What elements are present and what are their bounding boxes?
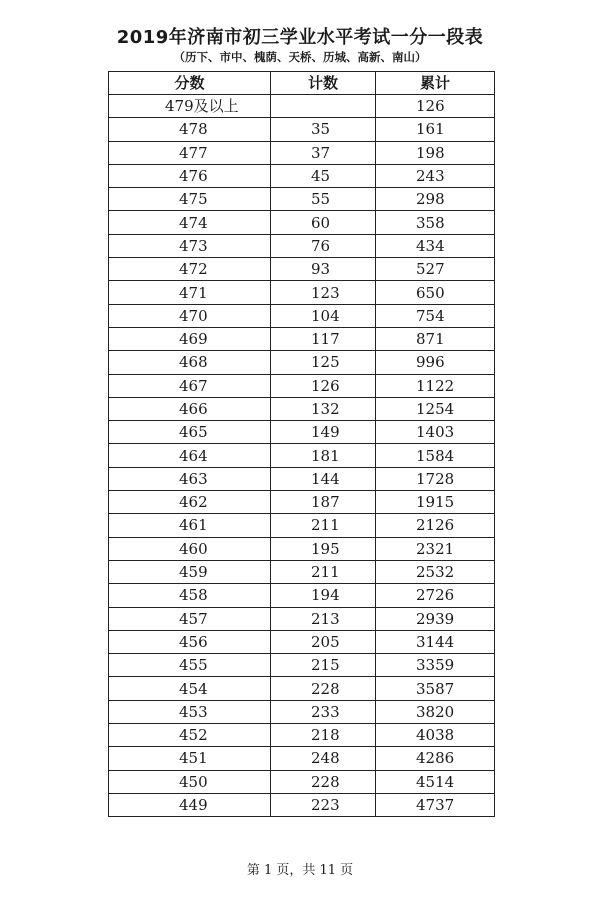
cumulative-cell: 754 xyxy=(376,304,495,327)
count-cell: 213 xyxy=(271,607,376,630)
score-cell: 477 xyxy=(109,141,271,164)
count-cell: 55 xyxy=(271,188,376,211)
table-row xyxy=(109,677,495,700)
count-cell: 187 xyxy=(271,491,376,514)
count-cell: 218 xyxy=(271,724,376,747)
cumulative-cell: 4286 xyxy=(376,747,495,770)
district-subtitle: （历下、市中、槐荫、天桥、历城、高新、南山） xyxy=(173,50,427,64)
cumulative-cell: 3587 xyxy=(376,677,495,700)
score-cell: 464 xyxy=(109,444,271,467)
count-cell: 195 xyxy=(271,537,376,560)
table-row xyxy=(109,188,495,211)
cumulative-cell: 4737 xyxy=(376,793,495,816)
cumulative-cell: 3359 xyxy=(376,654,495,677)
count-cell: 215 xyxy=(271,654,376,677)
cumulative-cell: 1254 xyxy=(376,397,495,420)
count-cell: 45 xyxy=(271,164,376,187)
count-cell: 93 xyxy=(271,258,376,281)
score-distribution-table-wrap xyxy=(108,71,494,817)
score-cell: 469 xyxy=(109,327,271,350)
cumulative-cell: 1584 xyxy=(376,444,495,467)
count-cell: 132 xyxy=(271,397,376,420)
cumulative-cell: 434 xyxy=(376,234,495,257)
table-row xyxy=(109,95,495,118)
table-body xyxy=(109,95,495,817)
score-cell: 474 xyxy=(109,211,271,234)
cumulative-cell: 1403 xyxy=(376,421,495,444)
cumulative-cell: 650 xyxy=(376,281,495,304)
table-row xyxy=(109,747,495,770)
table-row xyxy=(109,444,495,467)
score-cell: 466 xyxy=(109,397,271,420)
table-row xyxy=(109,304,495,327)
table-row xyxy=(109,607,495,630)
table-row xyxy=(109,141,495,164)
count-cell: 125 xyxy=(271,351,376,374)
table-row xyxy=(109,351,495,374)
score-cell: 454 xyxy=(109,677,271,700)
count-cell: 117 xyxy=(271,327,376,350)
count-cell: 104 xyxy=(271,304,376,327)
table-row xyxy=(109,491,495,514)
table-row xyxy=(109,118,495,141)
count-cell: 35 xyxy=(271,118,376,141)
score-cell: 465 xyxy=(109,421,271,444)
count-cell: 123 xyxy=(271,281,376,304)
table-row xyxy=(109,281,495,304)
cumulative-cell: 126 xyxy=(376,95,495,118)
cumulative-cell: 2726 xyxy=(376,584,495,607)
count-cell: 223 xyxy=(271,793,376,816)
count-cell: 211 xyxy=(271,560,376,583)
count-cell xyxy=(271,95,376,118)
table-header-row xyxy=(109,72,495,95)
count-cell: 205 xyxy=(271,630,376,653)
cumulative-cell: 3820 xyxy=(376,700,495,723)
table-row xyxy=(109,327,495,350)
cumulative-cell: 198 xyxy=(376,141,495,164)
score-cell: 460 xyxy=(109,537,271,560)
count-cell: 144 xyxy=(271,467,376,490)
count-cell: 37 xyxy=(271,141,376,164)
score-cell: 467 xyxy=(109,374,271,397)
cumulative-cell: 161 xyxy=(376,118,495,141)
table-row xyxy=(109,211,495,234)
cumulative-cell: 358 xyxy=(376,211,495,234)
count-cell: 126 xyxy=(271,374,376,397)
table-row xyxy=(109,467,495,490)
score-cell: 462 xyxy=(109,491,271,514)
score-cell: 457 xyxy=(109,607,271,630)
cumulative-cell: 2532 xyxy=(376,560,495,583)
score-cell: 473 xyxy=(109,234,271,257)
cumulative-cell: 1728 xyxy=(376,467,495,490)
count-cell: 228 xyxy=(271,770,376,793)
table-row xyxy=(109,234,495,257)
table-row xyxy=(109,630,495,653)
column-header-count: 计数 xyxy=(271,72,376,95)
score-cell: 476 xyxy=(109,164,271,187)
page-title: 2019年济南市初三学业水平考试一分一段表 xyxy=(116,27,484,48)
table-row xyxy=(109,793,495,816)
score-cell: 459 xyxy=(109,560,271,583)
table-row xyxy=(109,258,495,281)
cumulative-cell: 3144 xyxy=(376,630,495,653)
cumulative-cell: 2321 xyxy=(376,537,495,560)
count-cell: 233 xyxy=(271,700,376,723)
cumulative-cell: 527 xyxy=(376,258,495,281)
cumulative-cell: 4038 xyxy=(376,724,495,747)
cumulative-cell: 4514 xyxy=(376,770,495,793)
cumulative-cell: 1915 xyxy=(376,491,495,514)
score-cell: 461 xyxy=(109,514,271,537)
count-cell: 248 xyxy=(271,747,376,770)
table-row xyxy=(109,421,495,444)
score-cell: 463 xyxy=(109,467,271,490)
table-row xyxy=(109,770,495,793)
score-cell: 479及以上 xyxy=(109,95,271,118)
table-row xyxy=(109,700,495,723)
cumulative-cell: 243 xyxy=(376,164,495,187)
count-cell: 60 xyxy=(271,211,376,234)
score-cell: 451 xyxy=(109,747,271,770)
cumulative-cell: 996 xyxy=(376,351,495,374)
table-row xyxy=(109,164,495,187)
count-cell: 76 xyxy=(271,234,376,257)
count-cell: 194 xyxy=(271,584,376,607)
score-cell: 470 xyxy=(109,304,271,327)
table-row xyxy=(109,397,495,420)
table-row xyxy=(109,374,495,397)
score-cell: 472 xyxy=(109,258,271,281)
score-cell: 458 xyxy=(109,584,271,607)
score-cell: 449 xyxy=(109,793,271,816)
cumulative-cell: 2126 xyxy=(376,514,495,537)
column-header-score: 分数 xyxy=(109,72,271,95)
score-cell: 455 xyxy=(109,654,271,677)
count-cell: 228 xyxy=(271,677,376,700)
cumulative-cell: 2939 xyxy=(376,607,495,630)
score-distribution-table xyxy=(108,71,495,817)
table-row xyxy=(109,514,495,537)
page-number: 第 1 页，共 11 页 xyxy=(246,863,354,878)
score-cell: 453 xyxy=(109,700,271,723)
table-row xyxy=(109,724,495,747)
cumulative-cell: 298 xyxy=(376,188,495,211)
score-cell: 452 xyxy=(109,724,271,747)
count-cell: 181 xyxy=(271,444,376,467)
cumulative-cell: 871 xyxy=(376,327,495,350)
count-cell: 211 xyxy=(271,514,376,537)
count-cell: 149 xyxy=(271,421,376,444)
score-cell: 475 xyxy=(109,188,271,211)
cumulative-cell: 1122 xyxy=(376,374,495,397)
score-cell: 456 xyxy=(109,630,271,653)
score-cell: 450 xyxy=(109,770,271,793)
table-row xyxy=(109,654,495,677)
score-cell: 471 xyxy=(109,281,271,304)
score-cell: 478 xyxy=(109,118,271,141)
column-header-cumulative: 累计 xyxy=(376,72,495,95)
score-cell: 468 xyxy=(109,351,271,374)
table-row xyxy=(109,560,495,583)
table-row xyxy=(109,537,495,560)
table-row xyxy=(109,584,495,607)
